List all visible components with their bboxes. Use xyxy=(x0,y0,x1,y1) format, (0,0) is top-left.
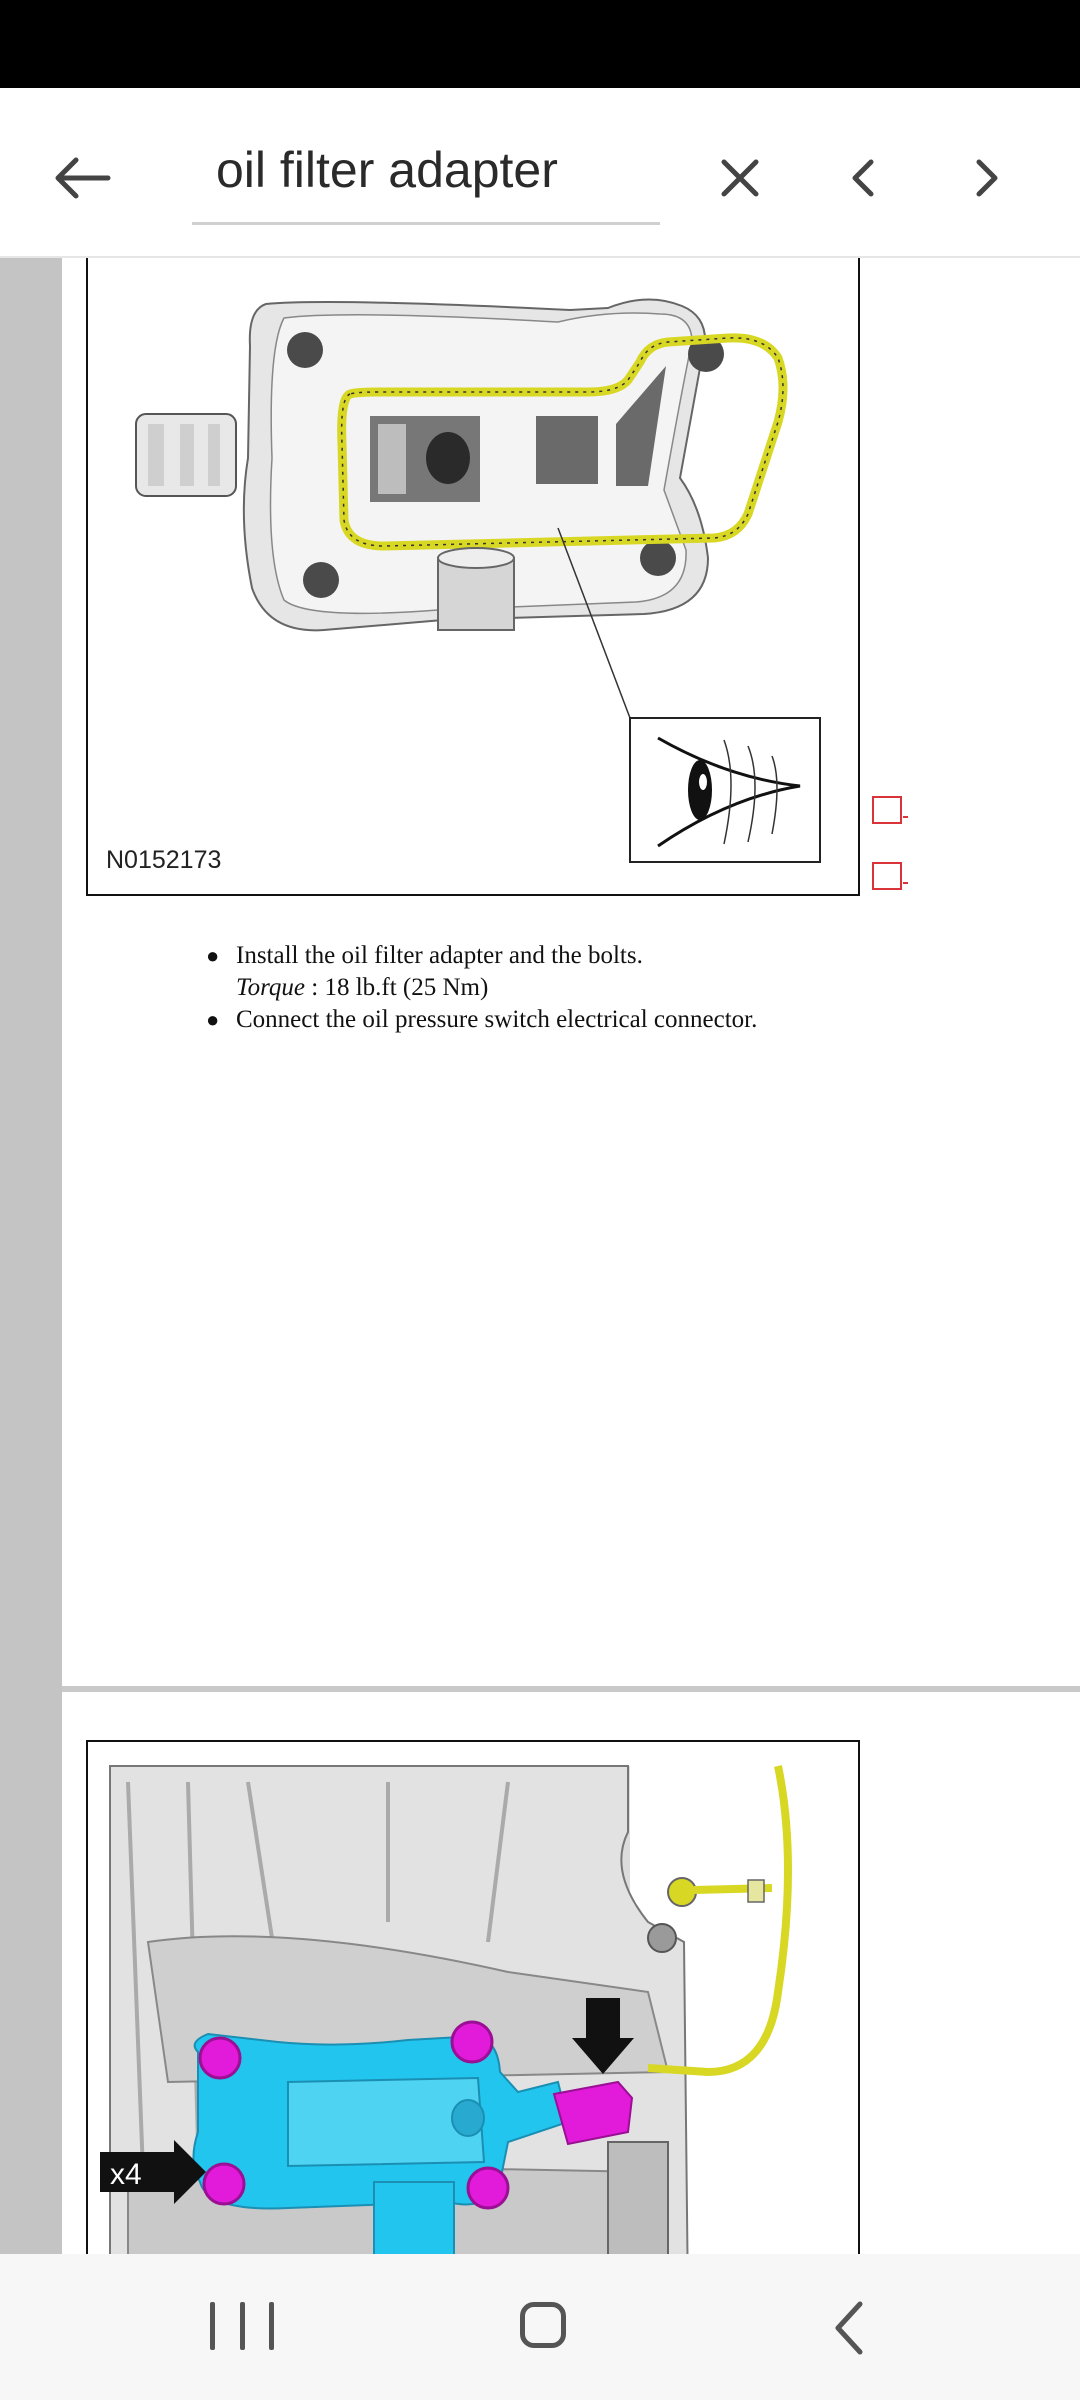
system-navigation-bar xyxy=(0,2254,1080,2400)
torque-spec xyxy=(236,972,906,1004)
figure-oil-filter-adapter-gasket xyxy=(86,258,860,896)
chevron-right-icon xyxy=(975,158,1001,198)
recents-icon xyxy=(240,2302,245,2350)
document-viewer[interactable] xyxy=(0,258,1080,2254)
procedure-step xyxy=(206,940,906,1004)
close-icon xyxy=(720,158,760,198)
oil-filter-adapter-illustration xyxy=(88,258,858,896)
figure-oil-filter-adapter-installed xyxy=(86,1740,860,2254)
bolt-count-callout: x4 xyxy=(110,2158,142,2191)
arrow-left-icon xyxy=(52,156,112,200)
figure-id-label: N0152173 xyxy=(106,846,222,874)
annotation-marker[interactable] xyxy=(872,862,902,890)
bullet-icon: ● xyxy=(206,1007,220,1032)
procedure-steps xyxy=(206,940,906,1036)
previous-result-button[interactable] xyxy=(822,138,902,218)
recents-icon xyxy=(269,2302,274,2350)
system-back-button[interactable] xyxy=(826,2298,876,2358)
procedure-step xyxy=(206,1004,906,1036)
installed-adapter-illustration xyxy=(88,1742,858,2254)
clear-search-button[interactable] xyxy=(700,138,780,218)
back-button[interactable] xyxy=(40,136,124,220)
status-bar xyxy=(0,0,1080,88)
search-field[interactable] xyxy=(192,128,660,225)
step-text: Connect the oil pressure switch electrical connector. xyxy=(236,1006,758,1033)
bullet-icon: ● xyxy=(206,943,220,968)
home-button[interactable] xyxy=(520,2302,566,2348)
search-toolbar xyxy=(0,88,1080,258)
annotation-marker[interactable] xyxy=(872,796,902,824)
step-text: Install the oil filter adapter and the bolts. xyxy=(236,942,643,969)
back-icon xyxy=(826,2298,876,2358)
recents-icon xyxy=(210,2302,215,2350)
search-input[interactable] xyxy=(192,128,660,212)
page-divider xyxy=(62,1686,1080,1692)
page-gutter xyxy=(0,258,62,2254)
torque-label: Torque xyxy=(236,974,306,1001)
chevron-left-icon xyxy=(849,158,875,198)
next-result-button[interactable] xyxy=(948,138,1028,218)
recents-button[interactable] xyxy=(210,2302,274,2358)
torque-value: : 18 lb.ft (25 Nm) xyxy=(305,974,489,1001)
